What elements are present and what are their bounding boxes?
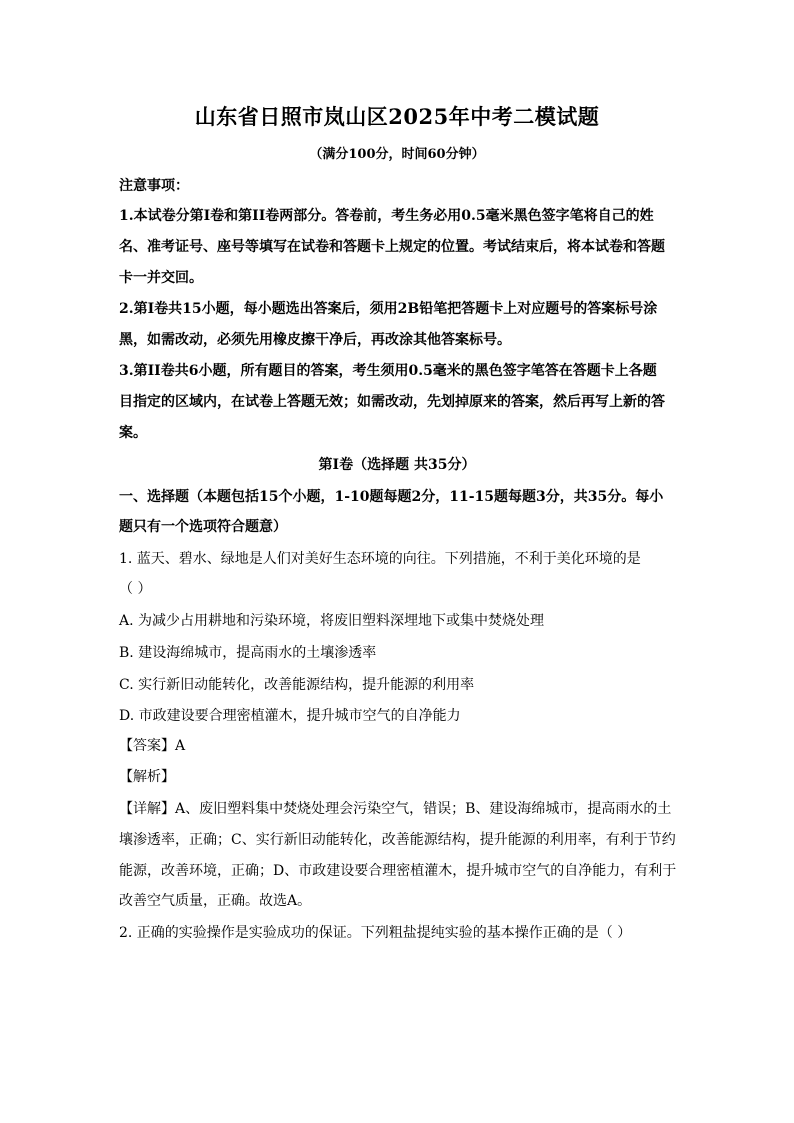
page-title: 山东省日照市岚山区2025年中考二模试题 [194,104,600,129]
option-d: D. 市政建设要合理密植灌木，提升城市空气的自净能力 [119,708,461,724]
notice-line: 案。 [119,425,147,441]
notice-line: 卡一并交回。 [119,270,203,286]
option-a: A. 为减少占用耕地和污染环境，将废旧塑料深埋地下或集中焚烧处理 [119,613,545,629]
answer-line: 【答案】A [119,738,186,754]
option-b: B. 建设海绵城市，提高雨水的土壤渗透率 [119,645,377,661]
notice-line: 目指定的区域内，在试卷上答题无效；如需改动，先划掉原来的答案，然后再写上新的答 [119,394,665,410]
notice-heading: 注意事项： [119,178,189,194]
option-c: C. 实行新旧动能转化，改善能源结构，提升能源的利用率 [119,677,475,693]
analysis-label: 【解析】 [119,769,175,785]
part-heading-line: 一、选择题（本题包括15个小题，1-10题每题2分，11-15题每题3分，共35分。每小 [119,489,664,505]
notice-line: 黑，如需改动，必须先用橡皮擦干净后，再改涂其他答案标号。 [119,332,511,348]
part-heading-line: 题只有一个选项符合题意） [119,519,287,535]
section-heading: 第I卷（选择题 共35分） [318,457,476,473]
notice-line: 名、准考证号、座号等填写在试卷和答题卡上规定的位置。考试结束后，将本试卷和答题 [119,239,665,255]
notice-line: 1.本试卷分第I卷和第II卷两部分。答卷前，考生务必用0.5毫米黑色签字笔将自己的姓 [119,208,654,224]
explanation-line: 改善空气质量，正确。故选A。 [119,893,312,909]
question-stem: 2. 正确的实验操作是实验成功的保证。下列粗盐提纯实验的基本操作正确的是（ ） [119,925,632,941]
notice-line: 3.第II卷共6小题，所有题目的答案，考生须用0.5毫米的黑色签字笔答在答题卡上各题 [119,363,657,379]
explanation-line: 【详解】A、废旧塑料集中焚烧处理会污染空气，错误；B、建设海绵城市，提高雨水的土 [119,801,672,817]
explanation-line: 能源，改善环境，正确；D、市政建设要合理密植灌木，提升城市空气的自净能力，有利于 [119,863,677,879]
notice-line: 2.第I卷共15小题，每小题选出答案后，须用2B铅笔把答题卡上对应题号的答案标号涂 [119,301,658,317]
explanation-line: 壤渗透率，正确；C、实行新旧动能转化，改善能源结构，提升能源的利用率，有利于节约 [119,832,676,848]
question-blank: （ ） [119,581,152,597]
page-subtitle: （满分100分，时间60分钟） [309,147,485,162]
question-stem: 1. 蓝天、碧水、绿地是人们对美好生态环境的向往。下列措施，不利于美化环境的是 [119,551,641,567]
